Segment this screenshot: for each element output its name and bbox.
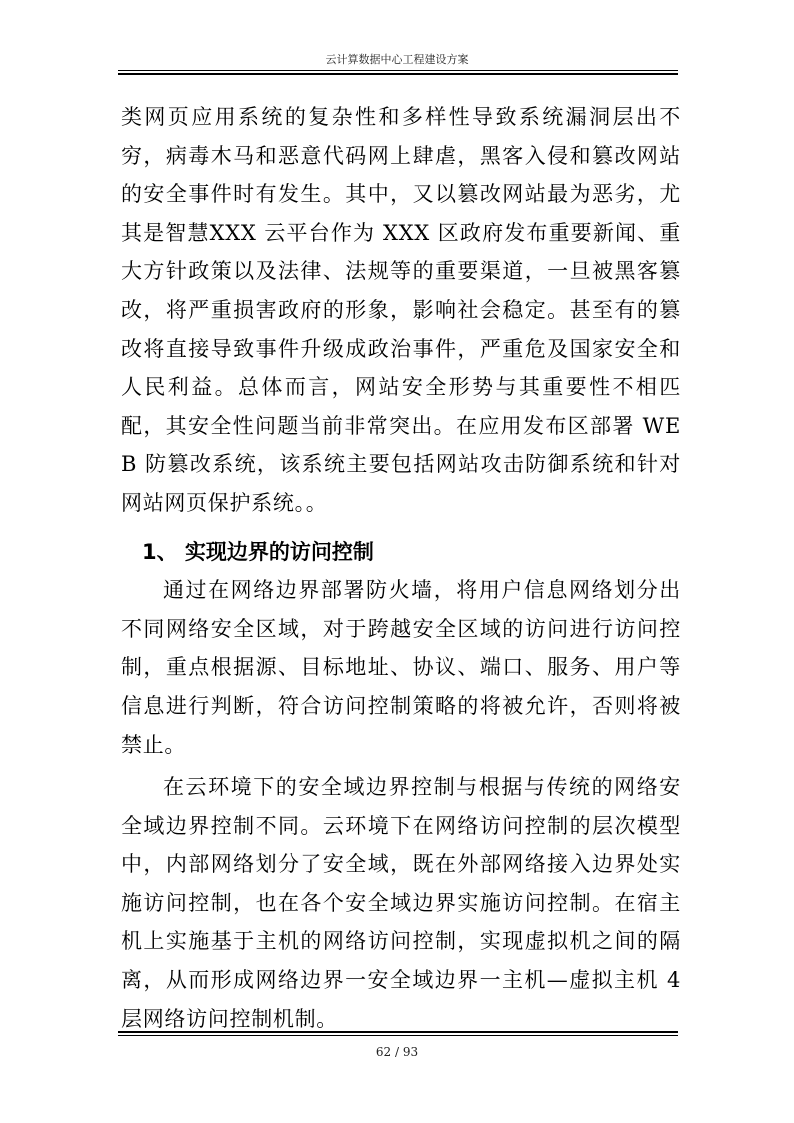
page-number: 62 / 93 xyxy=(375,1045,419,1059)
document-body xyxy=(121,98,681,1038)
header-rule-thick xyxy=(118,73,678,75)
section-paragraph-2: 在云环境下的安全域边界控制与根据与传统的网络安全域边界控制不同。云环境下在网络访问控制的层次模型中，内部网络划分了安全域，既在外部网络接入边界处实施访问控制，也在各个安全域边界实施访问控制。在宿主机上实施基于主机的网络访问控制，实现虚拟机之间的隔离，从而形成网络边界一安全域边界一主机—虚拟主机 4 层网络访问控制机制。 xyxy=(121,775,681,1031)
body-paragraph-continued: 类网页应用系统的复杂性和多样性导致系统漏洞层出不穷，病毒木马和恶意代码网上肆虐，黑客入侵和篡改网站的安全事件时有发生。其中，又以篡改网站最为恶劣，尤其是智慧XXX 云平台作为 XXX 区政府发布重要新闻、重大方针政策以及法律、法规等的重要渠道，一旦被黑客篡改，将严重损害政府的形象，影响社会稳定。甚至有的篡改将直接导致事件升级成政治事件，严重危及国家安全和人民利益。总体而言，网站安全形势与其重要性不相匹配，其安全性问题当前非常突出。在应用发布区部署 WEB 防篡改系统，该系统主要包括网站攻击防御系统和针对网站网页保护系统。。 xyxy=(121,105,681,515)
footer-rule-thin xyxy=(118,1035,678,1036)
section-paragraph-1: 通过在网络边界部署防火墙，将用户信息网络划分出不同网络安全区域，对于跨越安全区域的访问进行访问控制，重点根据源、目标地址、协议、端口、服务、用户等信息进行判断，符合访问控制策略的将被允许，否则将被禁止。 xyxy=(121,578,681,757)
header-rule-thin xyxy=(118,70,678,71)
document-header-title: 云计算数据中心工程建设方案 xyxy=(325,53,469,66)
footer-rule-thick xyxy=(118,1031,678,1033)
section-heading: 1、 实现边界的访问控制 xyxy=(142,539,374,564)
